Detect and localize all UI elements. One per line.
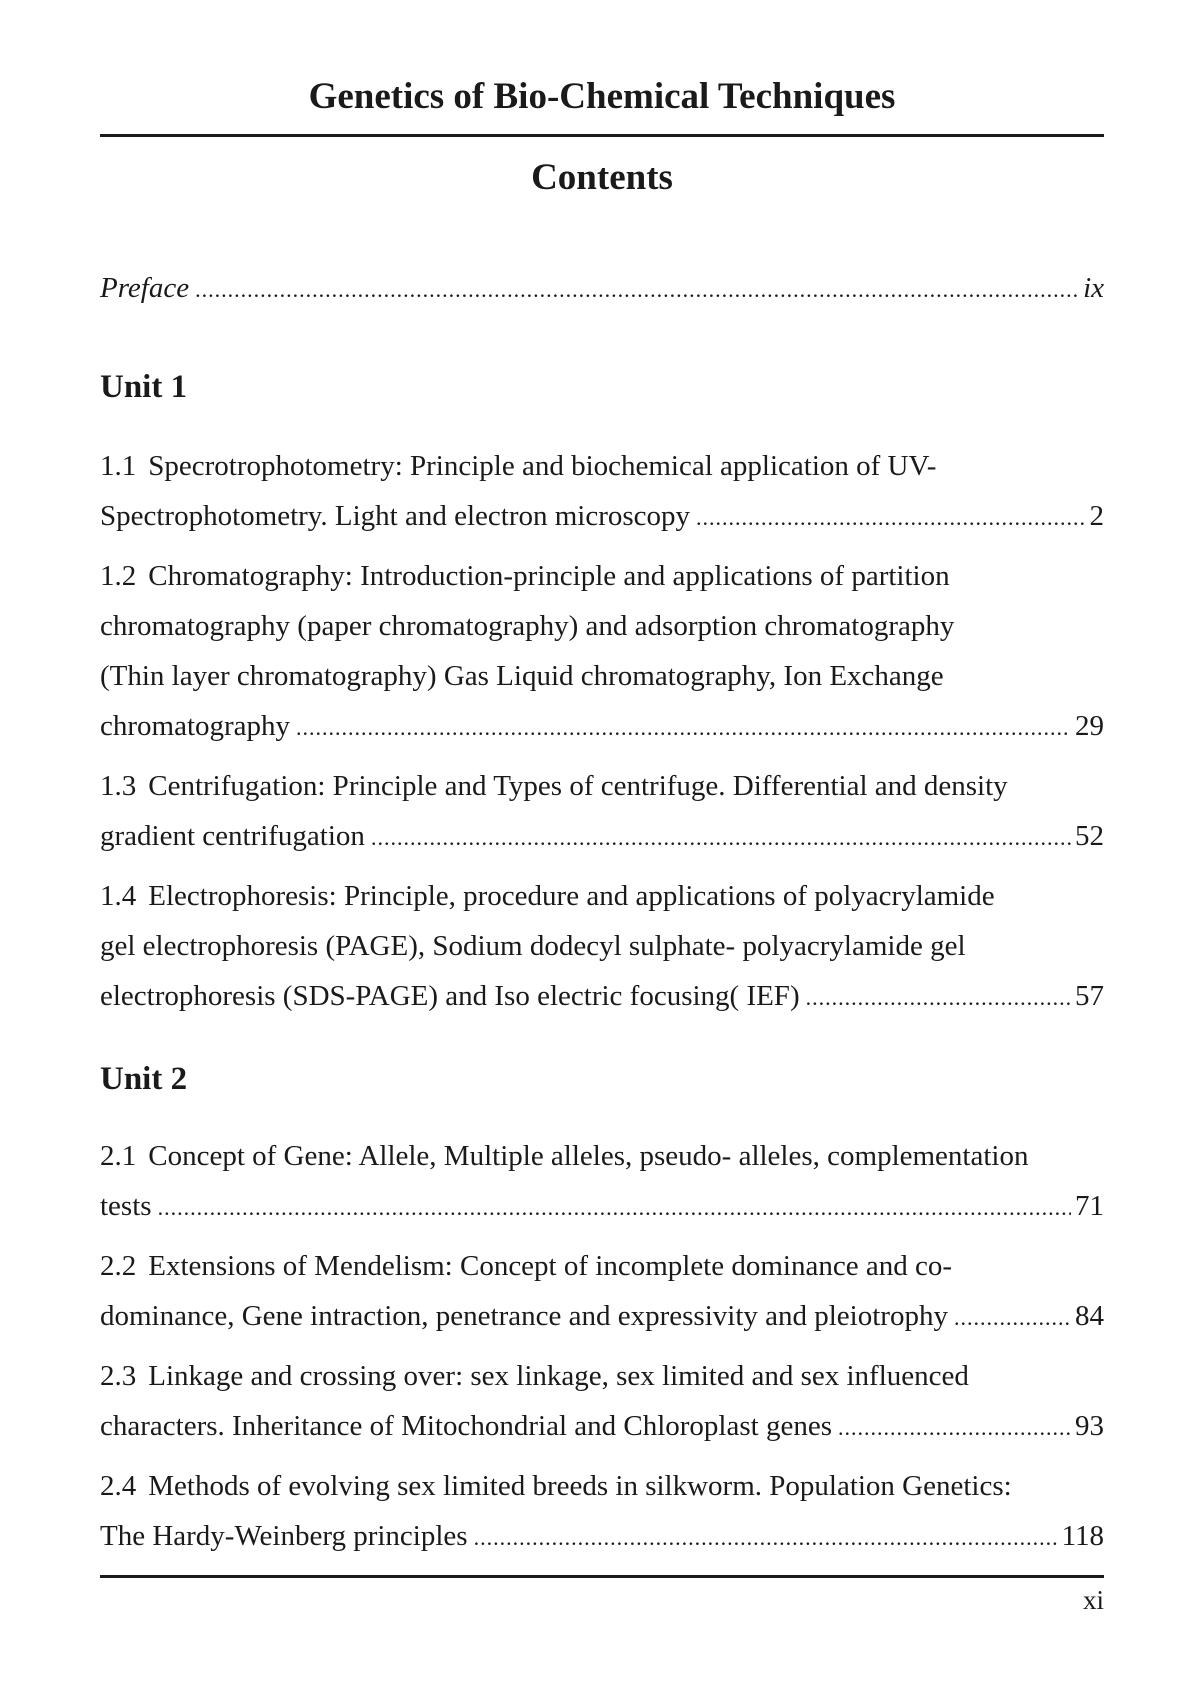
toc-entry[interactable] bbox=[100, 441, 1104, 543]
toc-entry-last-line bbox=[100, 1401, 1104, 1453]
page-number: 57 bbox=[1075, 980, 1104, 1012]
dot-leader bbox=[838, 1403, 1071, 1453]
section-text: Specrotrophotometry: Principle and biochemical application of UV- bbox=[148, 450, 937, 482]
page-number: 29 bbox=[1075, 710, 1104, 742]
book-title: Genetics of Bio-Chemical Techniques bbox=[308, 76, 896, 117]
section-text: Extensions of Mendelism: Concept of incomplete dominance and co- bbox=[148, 1250, 952, 1282]
unit-1-entries bbox=[100, 441, 1104, 1023]
unit-heading: Unit 1 bbox=[100, 369, 188, 405]
page-number: 71 bbox=[1075, 1190, 1104, 1222]
toc-entry-line bbox=[100, 551, 1104, 601]
section-text: dominance, Gene intraction, penetrance and expressivity and pleiotrophy bbox=[100, 1300, 948, 1332]
toc-preface[interactable] bbox=[100, 263, 1104, 315]
unit-2-entries bbox=[100, 1131, 1104, 1563]
toc-entry-line bbox=[100, 1351, 1104, 1401]
preface-label: Preface bbox=[100, 272, 190, 304]
toc-entry-line bbox=[100, 761, 1104, 811]
toc-entry[interactable] bbox=[100, 761, 1104, 863]
section-number: 2.1 bbox=[100, 1140, 137, 1172]
dot-leader bbox=[954, 1293, 1071, 1343]
section-text: chromatography bbox=[100, 710, 291, 742]
dot-leader bbox=[296, 703, 1071, 753]
toc-entry-line bbox=[100, 651, 1104, 701]
page-number: 2 bbox=[1089, 500, 1104, 532]
section-text: gel electrophoresis (PAGE), Sodium dodecyl sulphate- polyacrylamide gel bbox=[100, 930, 966, 962]
page-number: 84 bbox=[1075, 1300, 1104, 1332]
section-number: 1.2 bbox=[100, 560, 137, 592]
dot-leader bbox=[696, 493, 1085, 543]
section-text: (Thin layer chromatography) Gas Liquid chromatography, Ion Exchange bbox=[100, 660, 944, 692]
toc-entry-last-line bbox=[100, 1291, 1104, 1343]
section-text: Spectrophotometry. Light and electron microscopy bbox=[100, 500, 691, 532]
toc-entry-last-line bbox=[100, 1511, 1104, 1563]
section-text: electrophoresis (SDS-PAGE) and Iso electric focusing( IEF) bbox=[100, 980, 800, 1012]
page-number: 93 bbox=[1075, 1410, 1104, 1442]
dot-leader bbox=[806, 973, 1071, 1023]
section-number: 2.2 bbox=[100, 1250, 137, 1282]
toc-entry-line bbox=[100, 601, 1104, 651]
toc-entry-line bbox=[100, 1241, 1104, 1291]
section-text: tests bbox=[100, 1190, 152, 1222]
section-text: Centrifugation: Principle and Types of centrifuge. Differential and density bbox=[148, 770, 1008, 802]
unit-heading: Unit 2 bbox=[100, 1061, 188, 1097]
toc-entry[interactable] bbox=[100, 1131, 1104, 1233]
section-text: The Hardy-Weinberg principles bbox=[100, 1520, 468, 1552]
toc-entry-line bbox=[100, 871, 1104, 921]
section-text: Methods of evolving sex limited breeds in silkworm. Population Genetics: bbox=[148, 1470, 1012, 1502]
section-text: Concept of Gene: Allele, Multiple alleles, pseudo- alleles, complementation bbox=[148, 1140, 1029, 1172]
section-text: characters. Inheritance of Mitochondrial and Chloroplast genes bbox=[100, 1410, 832, 1442]
toc-entry-last-line bbox=[100, 491, 1104, 543]
dot-leader bbox=[371, 813, 1071, 863]
section-number: 1.3 bbox=[100, 770, 137, 802]
toc-entry-last-line bbox=[100, 811, 1104, 863]
dot-leader bbox=[158, 1183, 1071, 1233]
folio-page-number: xi bbox=[1082, 1585, 1104, 1615]
toc-entry-line bbox=[100, 921, 1104, 971]
section-text: chromatography (paper chromatography) and adsorption chromatography bbox=[100, 610, 955, 642]
toc-entry-line bbox=[100, 441, 1104, 491]
toc-entry-line bbox=[100, 1131, 1104, 1181]
section-number: 1.1 bbox=[100, 450, 137, 482]
section-number: 2.3 bbox=[100, 1360, 137, 1392]
dot-leader bbox=[195, 265, 1079, 315]
toc-entry[interactable] bbox=[100, 1351, 1104, 1453]
page-number: 118 bbox=[1061, 1520, 1104, 1552]
contents-title: Contents bbox=[531, 157, 673, 198]
page-number: 52 bbox=[1075, 820, 1104, 852]
section-text: gradient centrifugation bbox=[100, 820, 365, 852]
section-number: 1.4 bbox=[100, 880, 137, 912]
toc-entry[interactable] bbox=[100, 871, 1104, 1023]
section-text: Chromatography: Introduction-principle and applications of partition bbox=[148, 560, 950, 592]
toc-entry-last-line bbox=[100, 971, 1104, 1023]
toc-entry[interactable] bbox=[100, 551, 1104, 753]
toc-entry-last-line bbox=[100, 701, 1104, 753]
preface-page: ix bbox=[1083, 272, 1104, 304]
footer-rule bbox=[100, 1575, 1104, 1578]
toc-entry-last-line bbox=[100, 1181, 1104, 1233]
toc-entry-line bbox=[100, 1461, 1104, 1511]
section-text: Electrophoresis: Principle, procedure and applications of polyacrylamide bbox=[148, 880, 995, 912]
section-text: Linkage and crossing over: sex linkage, sex limited and sex influenced bbox=[148, 1360, 969, 1392]
toc-entry[interactable] bbox=[100, 1461, 1104, 1563]
toc-entry[interactable] bbox=[100, 1241, 1104, 1343]
dot-leader bbox=[474, 1513, 1058, 1563]
section-number: 2.4 bbox=[100, 1470, 137, 1502]
